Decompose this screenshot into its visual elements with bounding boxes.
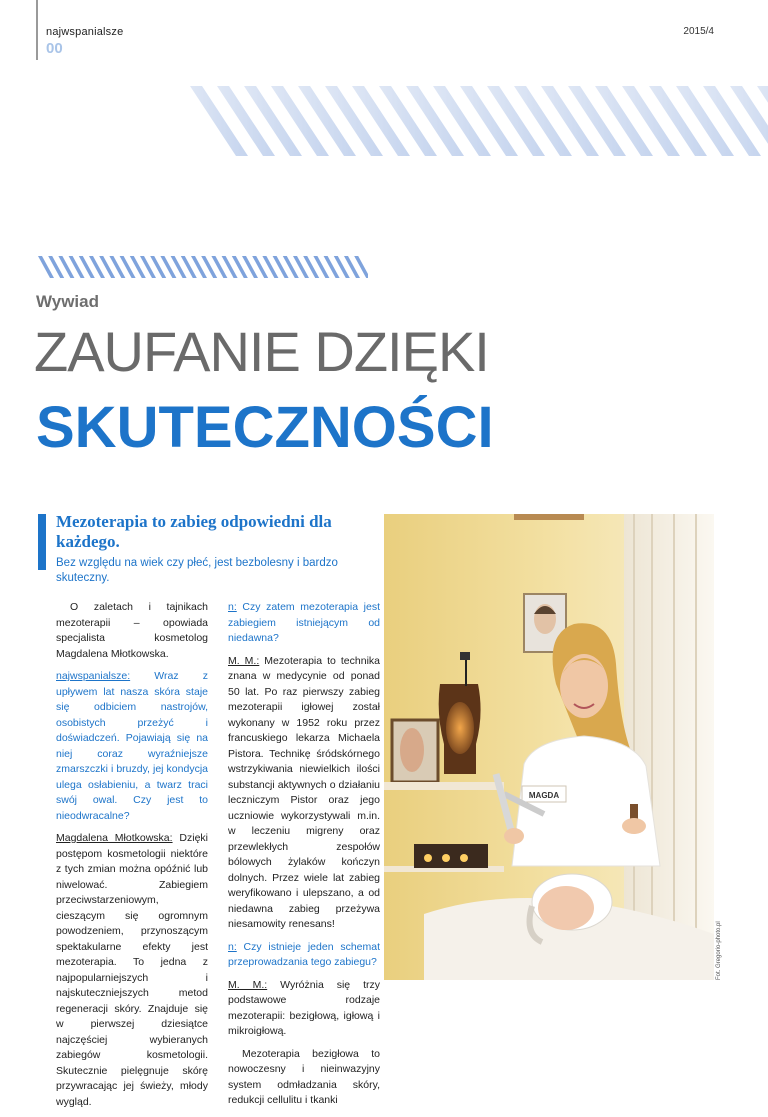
- section-label: Wywiad: [36, 292, 99, 311]
- lead-heading: Mezoterapia to zabieg odpowiedni dla każdego.: [56, 512, 332, 551]
- question-text: Czy istnieje jeden schemat przeprowadzania tego zabiegu?: [228, 940, 380, 968]
- decorative-stripe: [595, 86, 653, 156]
- intro-paragraph: O zaletach i tajnikach mezoterapii – opowiada specjalista kosmetolog Magdalena Młotkowska.: [56, 601, 208, 660]
- decorative-stripe: [379, 86, 437, 156]
- decorative-stripe: [244, 86, 302, 156]
- lead-accent-bar: [38, 514, 46, 570]
- decorative-stripe: [190, 86, 248, 156]
- decorative-stripe: [676, 86, 734, 156]
- decorative-stripe: [352, 86, 410, 156]
- speaker-label: najwspanialsze:: [56, 670, 131, 682]
- speaker-label: n:: [228, 601, 237, 613]
- question-2: [228, 600, 380, 647]
- answer-text: Mezoterapia to technika znana w medycynie od ponad 50 lat. Po raz pierwszy zabieg mezoterapii igłowej został wykonany w 1952 roku przez francuskiego lekarza Michaela Pistora. Technikę śródskórnego wstrzykiwania niewielkich ilości substancji aktywnych o działaniu leczniczym Pistor oraz jego uczniowie wykorzystywali m.in. w leczeniu migreny oraz przewlekłych zespołów bólowych żylaków kończyn dolnych. Przez wiele lat zabieg weryfikowano i ulepszano, a od niedawna zabieg przeżywa niesamowity renesans!: [228, 654, 380, 930]
- speaker-label: M. M.:: [228, 978, 268, 991]
- decorative-stripe: [649, 86, 707, 156]
- magazine-label: najwspanialsze: [46, 26, 124, 38]
- article-column-1: [56, 600, 208, 1117]
- speaker-label: n:: [228, 940, 237, 953]
- decorative-stripe: [487, 86, 545, 156]
- decorative-stripe: [514, 86, 572, 156]
- decorative-stripe: [271, 86, 329, 156]
- decorative-stripe: [703, 86, 761, 156]
- interview-photo: [384, 514, 714, 980]
- issue-number: 2015/4: [683, 26, 714, 37]
- page-number: 00: [46, 40, 63, 57]
- photo-credit: Fot. Gregorio-photo.pl: [716, 921, 722, 980]
- lead-subheading: Bez względu na wiek czy płeć, jest bezbolesny i bardzo skuteczny.: [56, 557, 338, 584]
- name-badge: MAGDA: [528, 791, 560, 800]
- decorative-stripe: [541, 86, 599, 156]
- question-text: Czy zatem mezoterapia jest zabiegiem istniejącym od niedawna?: [228, 601, 380, 644]
- decorative-stripe: [406, 86, 464, 156]
- header-rule: [36, 0, 38, 60]
- question-text: Wraz z upływem lat nasza skóra staje się odbiciem nastrojów, osobistych przeżyć i doświadczeń. Pojawiają się na niej coraz wyraźniejsze zmarszczki i bruzdy, jej kondycja ulega osłabieniu, a twarz traci swój owal. Czy jest to nieodwracalne?: [56, 670, 208, 822]
- title-line-1: ZAUFANIE DZIĘKI: [34, 320, 489, 383]
- decorative-stripes-top: [0, 86, 768, 156]
- body-paragraph: Mezoterapia bezigłowa to nowoczesny i nieinwazyjny system odmładzania skóry, redukcji cellulitu i tkanki: [228, 1047, 380, 1106]
- decorative-stripe: [433, 86, 491, 156]
- answer-1: [56, 831, 208, 1110]
- answer-2: [228, 654, 380, 933]
- speaker-label: M. M.:: [228, 654, 260, 667]
- article-column-2: [228, 600, 380, 1116]
- decorative-stripe: [298, 86, 356, 156]
- decorative-stripes-small: [38, 256, 368, 278]
- speaker-label: Magdalena Młotkowska:: [56, 832, 173, 844]
- title-line-2: SKUTECZNOŚCI: [36, 395, 494, 460]
- answer-text: Wyróżnia się trzy podstawowe rodzaje mezoterapii: bezigłową, igłową i mikroigłową.: [228, 978, 380, 1037]
- decorative-stripe: [325, 86, 383, 156]
- decorative-stripe: [460, 86, 518, 156]
- answer-3: [228, 978, 380, 1040]
- decorative-stripe: [568, 86, 626, 156]
- decorative-stripe: [217, 86, 275, 156]
- answer-text: Dzięki postępom kosmetologii niektóre z tych zmian można opóźnić lub niwelować. Zabiegiem przeciwstarzeniowym, cieszącym się ogromnym powodzeniem, przynoszącym spektakularne efekty jest mezoterapia. To jedna z najpopularniejszych i najskuteczniejszych metod regeneracji skóry. Znajduje się w pierwszej dziesiątce najczęściej wybieranych zabiegów kosmetologii. Skutecznie pielęgnuje skórę przywracając jej świeży, młody wygląd.: [56, 832, 208, 1108]
- question-1: [56, 669, 208, 824]
- question-3: [228, 940, 380, 971]
- decorative-stripe: [622, 86, 680, 156]
